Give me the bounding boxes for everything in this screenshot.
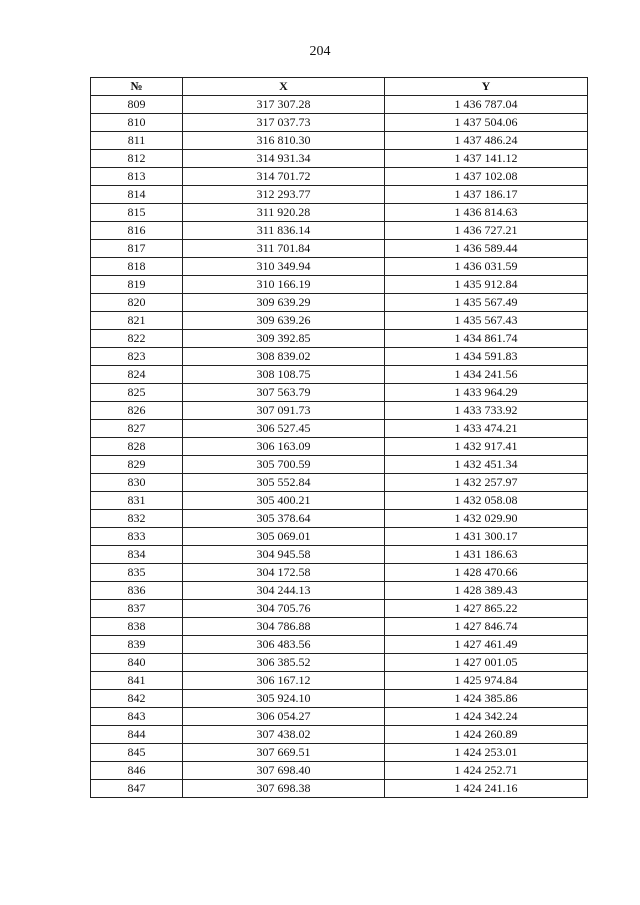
header-y: Y <box>385 78 588 96</box>
table-row <box>91 402 588 420</box>
table-row <box>91 114 588 132</box>
cell-number: 822 <box>91 330 183 348</box>
cell-number: 820 <box>91 294 183 312</box>
cell-y: 1 427 001.05 <box>385 654 588 672</box>
cell-number: 823 <box>91 348 183 366</box>
cell-x: 312 293.77 <box>183 186 385 204</box>
cell-y: 1 427 846.74 <box>385 618 588 636</box>
coordinates-table <box>90 77 588 798</box>
cell-x: 304 786.88 <box>183 618 385 636</box>
table-row <box>91 582 588 600</box>
cell-x: 305 378.64 <box>183 510 385 528</box>
cell-x: 305 400.21 <box>183 492 385 510</box>
cell-y: 1 436 589.44 <box>385 240 588 258</box>
cell-x: 305 552.84 <box>183 474 385 492</box>
cell-y: 1 427 461.49 <box>385 636 588 654</box>
cell-number: 816 <box>91 222 183 240</box>
cell-x: 304 172.58 <box>183 564 385 582</box>
table-row <box>91 204 588 222</box>
cell-x: 307 091.73 <box>183 402 385 420</box>
cell-number: 809 <box>91 96 183 114</box>
table-row <box>91 240 588 258</box>
cell-number: 839 <box>91 636 183 654</box>
cell-x: 311 836.14 <box>183 222 385 240</box>
cell-x: 304 945.58 <box>183 546 385 564</box>
cell-number: 844 <box>91 726 183 744</box>
cell-x: 309 639.29 <box>183 294 385 312</box>
cell-number: 819 <box>91 276 183 294</box>
cell-y: 1 424 252.71 <box>385 762 588 780</box>
cell-x: 306 385.52 <box>183 654 385 672</box>
cell-y: 1 433 964.29 <box>385 384 588 402</box>
cell-number: 814 <box>91 186 183 204</box>
table-row <box>91 618 588 636</box>
cell-x: 314 701.72 <box>183 168 385 186</box>
cell-number: 842 <box>91 690 183 708</box>
cell-y: 1 428 389.43 <box>385 582 588 600</box>
table-row <box>91 456 588 474</box>
cell-y: 1 434 591.83 <box>385 348 588 366</box>
cell-y: 1 432 257.97 <box>385 474 588 492</box>
cell-y: 1 431 300.17 <box>385 528 588 546</box>
cell-number: 837 <box>91 600 183 618</box>
table-row <box>91 96 588 114</box>
cell-y: 1 432 029.90 <box>385 510 588 528</box>
table-row <box>91 150 588 168</box>
cell-y: 1 431 186.63 <box>385 546 588 564</box>
cell-x: 305 924.10 <box>183 690 385 708</box>
cell-y: 1 435 567.43 <box>385 312 588 330</box>
cell-y: 1 436 787.04 <box>385 96 588 114</box>
table-row <box>91 762 588 780</box>
table-row <box>91 366 588 384</box>
cell-x: 307 669.51 <box>183 744 385 762</box>
cell-x: 317 307.28 <box>183 96 385 114</box>
cell-number: 847 <box>91 780 183 798</box>
table-row <box>91 294 588 312</box>
cell-x: 307 563.79 <box>183 384 385 402</box>
table-row <box>91 168 588 186</box>
cell-x: 310 349.94 <box>183 258 385 276</box>
cell-y: 1 424 385.86 <box>385 690 588 708</box>
table-row <box>91 222 588 240</box>
cell-y: 1 435 912.84 <box>385 276 588 294</box>
table-row <box>91 510 588 528</box>
cell-number: 813 <box>91 168 183 186</box>
cell-number: 840 <box>91 654 183 672</box>
table-row <box>91 330 588 348</box>
cell-x: 306 527.45 <box>183 420 385 438</box>
cell-y: 1 424 241.16 <box>385 780 588 798</box>
cell-number: 815 <box>91 204 183 222</box>
cell-x: 316 810.30 <box>183 132 385 150</box>
table-row <box>91 672 588 690</box>
table-row <box>91 564 588 582</box>
table-row <box>91 420 588 438</box>
cell-number: 834 <box>91 546 183 564</box>
cell-y: 1 436 814.63 <box>385 204 588 222</box>
cell-y: 1 437 102.08 <box>385 168 588 186</box>
cell-number: 810 <box>91 114 183 132</box>
table-header-row <box>91 78 588 96</box>
table-row <box>91 600 588 618</box>
cell-y: 1 432 451.34 <box>385 456 588 474</box>
table-row <box>91 276 588 294</box>
cell-x: 306 167.12 <box>183 672 385 690</box>
cell-y: 1 436 727.21 <box>385 222 588 240</box>
cell-number: 821 <box>91 312 183 330</box>
cell-y: 1 437 504.06 <box>385 114 588 132</box>
cell-x: 309 639.26 <box>183 312 385 330</box>
cell-x: 309 392.85 <box>183 330 385 348</box>
cell-x: 306 163.09 <box>183 438 385 456</box>
table-row <box>91 636 588 654</box>
cell-number: 824 <box>91 366 183 384</box>
cell-number: 832 <box>91 510 183 528</box>
cell-y: 1 432 917.41 <box>385 438 588 456</box>
cell-x: 308 839.02 <box>183 348 385 366</box>
cell-x: 305 700.59 <box>183 456 385 474</box>
cell-y: 1 424 342.24 <box>385 708 588 726</box>
cell-x: 314 931.34 <box>183 150 385 168</box>
cell-x: 304 705.76 <box>183 600 385 618</box>
cell-number: 818 <box>91 258 183 276</box>
cell-number: 827 <box>91 420 183 438</box>
table-row <box>91 528 588 546</box>
cell-y: 1 424 253.01 <box>385 744 588 762</box>
cell-y: 1 425 974.84 <box>385 672 588 690</box>
cell-number: 829 <box>91 456 183 474</box>
table-row <box>91 708 588 726</box>
cell-y: 1 436 031.59 <box>385 258 588 276</box>
cell-number: 841 <box>91 672 183 690</box>
cell-number: 817 <box>91 240 183 258</box>
cell-x: 305 069.01 <box>183 528 385 546</box>
cell-x: 311 701.84 <box>183 240 385 258</box>
cell-number: 833 <box>91 528 183 546</box>
cell-x: 310 166.19 <box>183 276 385 294</box>
cell-y: 1 433 733.92 <box>385 402 588 420</box>
table-body <box>91 96 588 798</box>
cell-number: 843 <box>91 708 183 726</box>
cell-number: 830 <box>91 474 183 492</box>
cell-y: 1 437 141.12 <box>385 150 588 168</box>
cell-number: 812 <box>91 150 183 168</box>
cell-number: 825 <box>91 384 183 402</box>
header-number: № <box>91 78 183 96</box>
cell-y: 1 432 058.08 <box>385 492 588 510</box>
cell-y: 1 437 486.24 <box>385 132 588 150</box>
cell-number: 836 <box>91 582 183 600</box>
cell-y: 1 424 260.89 <box>385 726 588 744</box>
cell-number: 826 <box>91 402 183 420</box>
cell-y: 1 433 474.21 <box>385 420 588 438</box>
table-row <box>91 744 588 762</box>
table-row <box>91 546 588 564</box>
cell-x: 304 244.13 <box>183 582 385 600</box>
cell-x: 308 108.75 <box>183 366 385 384</box>
table-row <box>91 348 588 366</box>
page-number: 204 <box>309 44 331 59</box>
cell-x: 317 037.73 <box>183 114 385 132</box>
cell-x: 306 054.27 <box>183 708 385 726</box>
cell-number: 811 <box>91 132 183 150</box>
table-row <box>91 384 588 402</box>
cell-x: 307 438.02 <box>183 726 385 744</box>
cell-x: 307 698.40 <box>183 762 385 780</box>
cell-y: 1 434 241.56 <box>385 366 588 384</box>
table-row <box>91 726 588 744</box>
table-row <box>91 186 588 204</box>
cell-number: 838 <box>91 618 183 636</box>
cell-number: 845 <box>91 744 183 762</box>
table-row <box>91 492 588 510</box>
table-row <box>91 474 588 492</box>
cell-number: 846 <box>91 762 183 780</box>
table-row <box>91 312 588 330</box>
table-row <box>91 690 588 708</box>
cell-y: 1 437 186.17 <box>385 186 588 204</box>
header-x: X <box>183 78 385 96</box>
cell-y: 1 434 861.74 <box>385 330 588 348</box>
cell-number: 831 <box>91 492 183 510</box>
table-row <box>91 438 588 456</box>
cell-y: 1 427 865.22 <box>385 600 588 618</box>
table-row <box>91 132 588 150</box>
table-row <box>91 258 588 276</box>
cell-number: 835 <box>91 564 183 582</box>
cell-y: 1 435 567.49 <box>385 294 588 312</box>
cell-x: 307 698.38 <box>183 780 385 798</box>
cell-x: 306 483.56 <box>183 636 385 654</box>
cell-x: 311 920.28 <box>183 204 385 222</box>
cell-number: 828 <box>91 438 183 456</box>
table-row <box>91 780 588 798</box>
cell-y: 1 428 470.66 <box>385 564 588 582</box>
table-row <box>91 654 588 672</box>
